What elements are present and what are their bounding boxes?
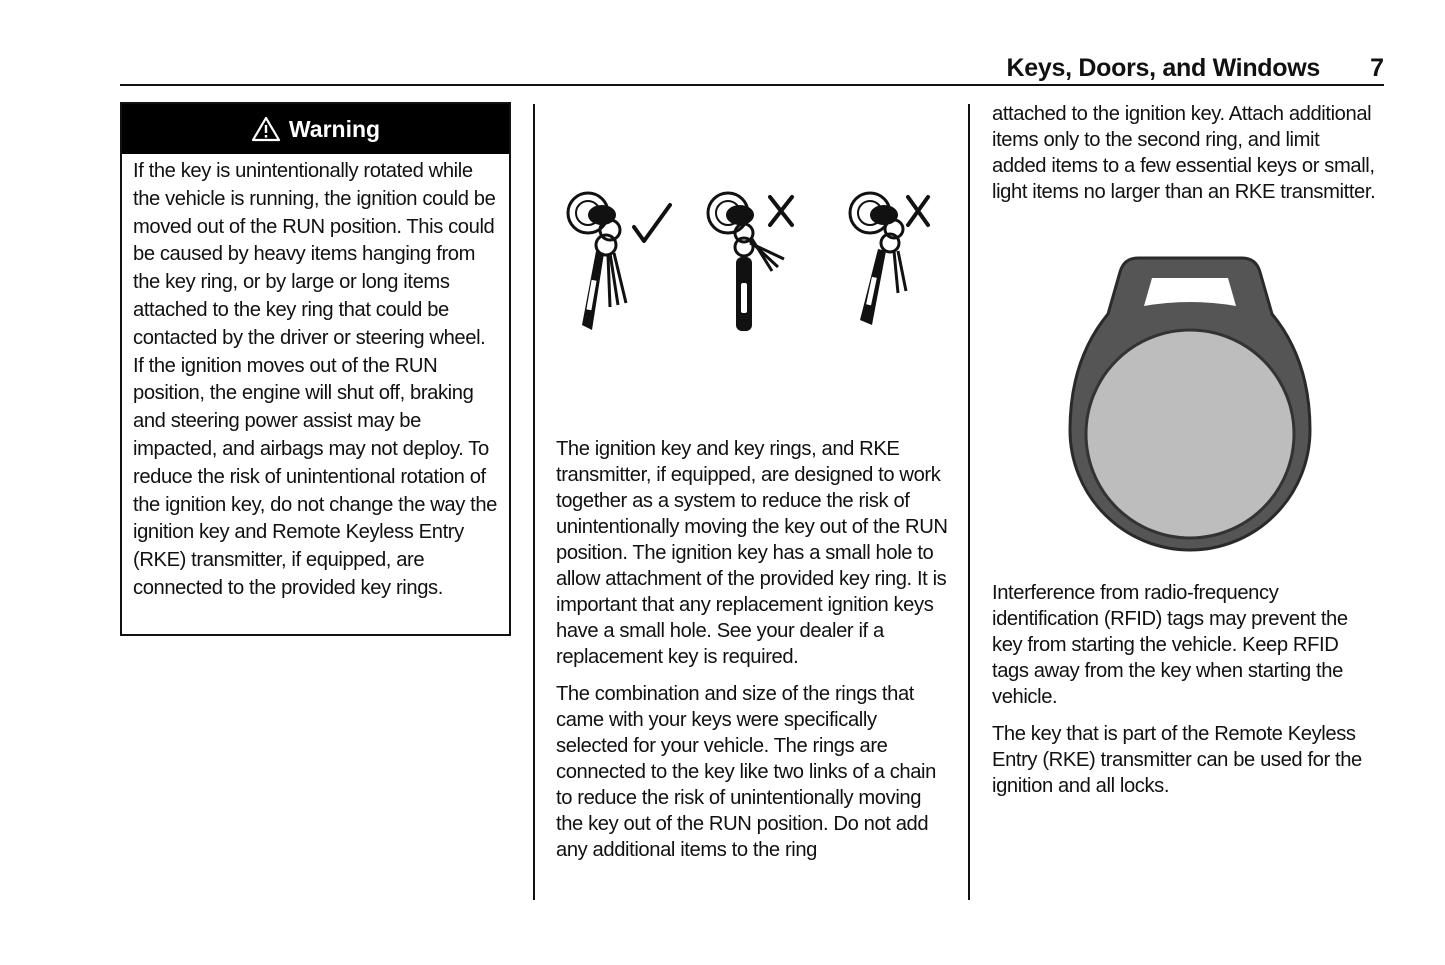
warning-box <box>120 102 511 636</box>
x-mark-icon <box>908 197 928 225</box>
x-mark-icon <box>770 197 792 225</box>
column-divider-left <box>533 104 535 900</box>
column-divider-right <box>968 104 970 900</box>
warning-header <box>122 104 509 154</box>
key-set-incorrect-2 <box>850 193 928 325</box>
paragraph: attached to the ignition key. Attach additional items only to the second ring, and limit added items to a few essential keys or small, light items no larger than an RKE transmitter. <box>992 103 1376 203</box>
page-header <box>120 54 1384 86</box>
section-title: Keys, Doors, and Windows <box>1006 54 1320 82</box>
warning-body: If the key is unintentionally rotated while the vehicle is running, the ignition could be moved out of the RUN position. This could be caused by heavy items hanging from the key ring, or by large or long items attached to the key ring that could be contacted by the driver or steering wheel. If the ignition moves out of the RUN position, the engine will shut off, braking and steering power assist may be impacted, and airbags may not deploy. To reduce the risk of unintentional rotation of the ignition key, do not change the way the ignition key and Remote Keyless Entry (RKE) transmitter, if equipped, are connected to the provided key rings. <box>133 160 498 599</box>
paragraph: The ignition key and key rings, and RKE transmitter, if equipped, are designed to work together as a system to reduce the risk of unintentionally moving the key out of the RUN position. The ignition key has a small hole to allow attachment of the provided key ring. It is important that any replacement ignition keys have a small hole. See your dealer if a replacement key is required. <box>556 438 948 668</box>
key-set-correct <box>568 193 670 330</box>
key-set-incorrect-1 <box>708 193 792 331</box>
column-3-continuation <box>992 101 1377 216</box>
page-number: 7 <box>1370 54 1384 82</box>
key-ring-illustration <box>560 185 950 345</box>
checkmark-icon <box>634 205 670 241</box>
paragraph: The combination and size of the rings that came with your keys were specifically selected for your vehicle. The rings are connected to the key like two links of a chain to reduce the risk of unintentionally moving the key out of the RUN position. Do not add any additional items to the ring <box>556 683 936 861</box>
column-2-text <box>556 436 951 874</box>
rfid-tag-icon <box>1060 250 1320 560</box>
column-3-text <box>992 580 1377 810</box>
warning-title: Warning <box>288 115 381 142</box>
warning-triangle-icon <box>251 116 281 142</box>
paragraph: The key that is part of the Remote Keyless Entry (RKE) transmitter can be used for the ignition and all locks. <box>992 723 1362 797</box>
paragraph: Interference from radio-frequency identification (RFID) tags may prevent the key from starting the vehicle. Keep RFID tags away from the key when starting the vehicle. <box>992 582 1348 708</box>
